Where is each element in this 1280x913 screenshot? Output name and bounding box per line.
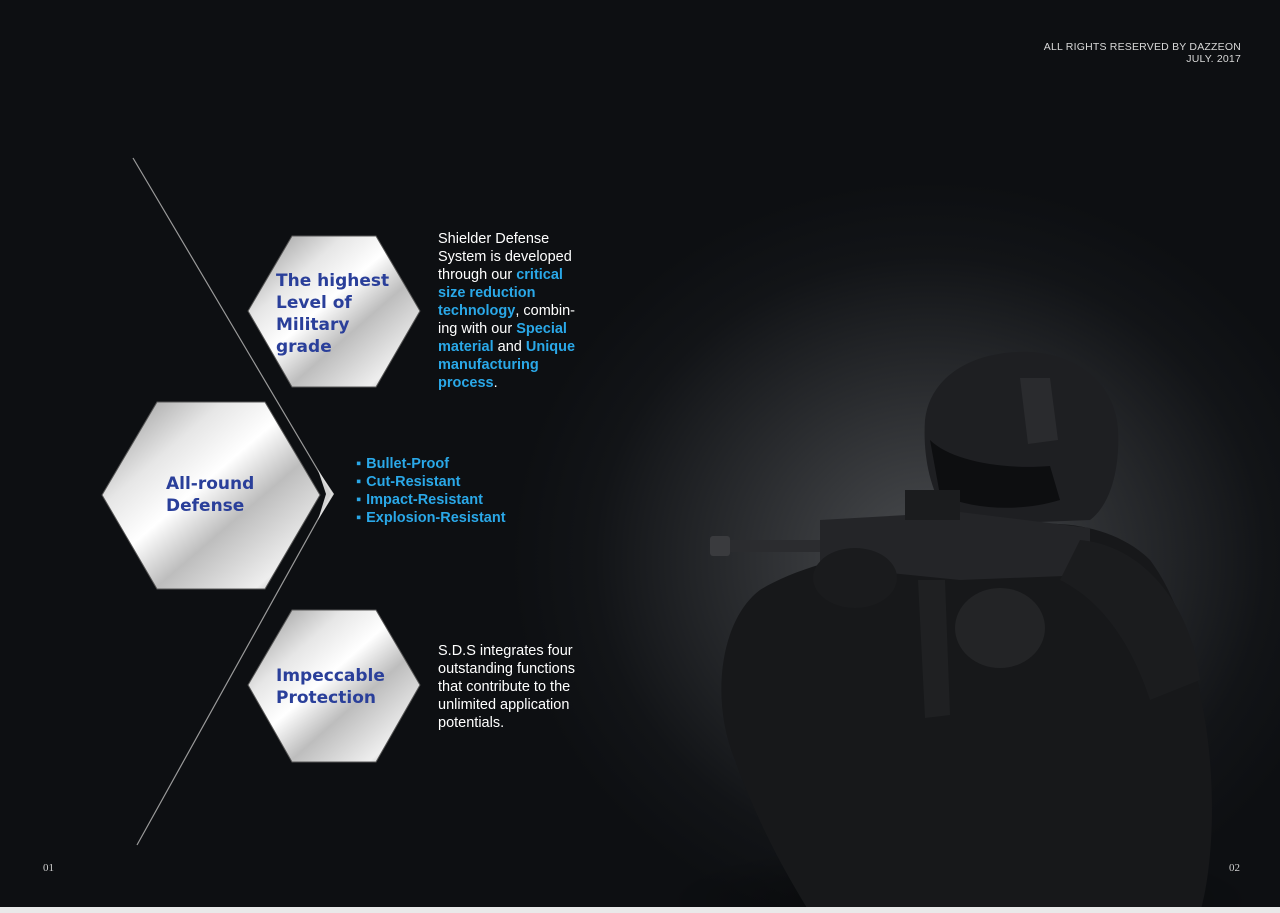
hex-line: All-round	[166, 474, 255, 494]
hex-line: The highest	[276, 271, 390, 291]
copyright-date: JULY. 2017	[1186, 53, 1241, 65]
hex-line: Defense	[166, 496, 245, 516]
hex-line: Level of	[276, 293, 352, 313]
text-run: , combin-	[515, 303, 575, 319]
hex-label-all-round-defense	[166, 473, 254, 517]
highlight-run: size reduction	[438, 285, 536, 301]
text-line: unlimited application	[438, 697, 570, 713]
highlight-run: manufacturing	[438, 357, 539, 373]
hex-line: Impeccable	[276, 666, 385, 686]
copyright-text: ALL RIGHTS RESERVED BY DAZZEON	[1043, 41, 1241, 53]
highlight-run: technology	[438, 303, 516, 319]
feature-item: ▪ Bullet-Proof	[356, 455, 506, 473]
hex-line: Military	[276, 315, 350, 335]
description-technology	[438, 230, 598, 392]
bottom-edge	[0, 907, 1280, 913]
text-run: Shielder Defense	[438, 231, 550, 247]
text-line: that contribute to the	[438, 679, 571, 695]
text-run: through our	[438, 267, 517, 283]
text-line: potentials.	[438, 715, 505, 731]
text-run: and	[493, 339, 526, 355]
hex-line: grade	[276, 337, 332, 357]
text-run: .	[493, 375, 498, 391]
description-functions	[438, 642, 608, 732]
text-line: S.D.S integrates four	[438, 643, 573, 659]
highlight-run: Special	[516, 321, 567, 337]
feature-item: ▪ Impact-Resistant	[356, 491, 506, 509]
highlight-run: Unique	[525, 339, 576, 355]
feature-item: ▪ Explosion-Resistant	[356, 509, 506, 527]
highlight-run: material	[438, 339, 494, 355]
highlight-run: critical	[516, 267, 563, 283]
text-run: System is developed	[438, 249, 572, 265]
text-line: outstanding functions	[438, 661, 576, 677]
hex-label-protection	[276, 665, 385, 709]
soldier-silhouette	[660, 352, 1260, 913]
text-run: ing with our	[438, 321, 517, 337]
feature-item: ▪ Cut-Resistant	[356, 473, 506, 491]
highlight-run: process	[438, 375, 494, 391]
page-number-left: 01	[43, 862, 54, 874]
hex-label-military-grade	[276, 270, 389, 358]
copyright-notice	[1044, 41, 1241, 65]
hex-line: Protection	[276, 688, 376, 708]
feature-list	[356, 455, 506, 527]
page-number-right: 02	[1229, 862, 1240, 874]
